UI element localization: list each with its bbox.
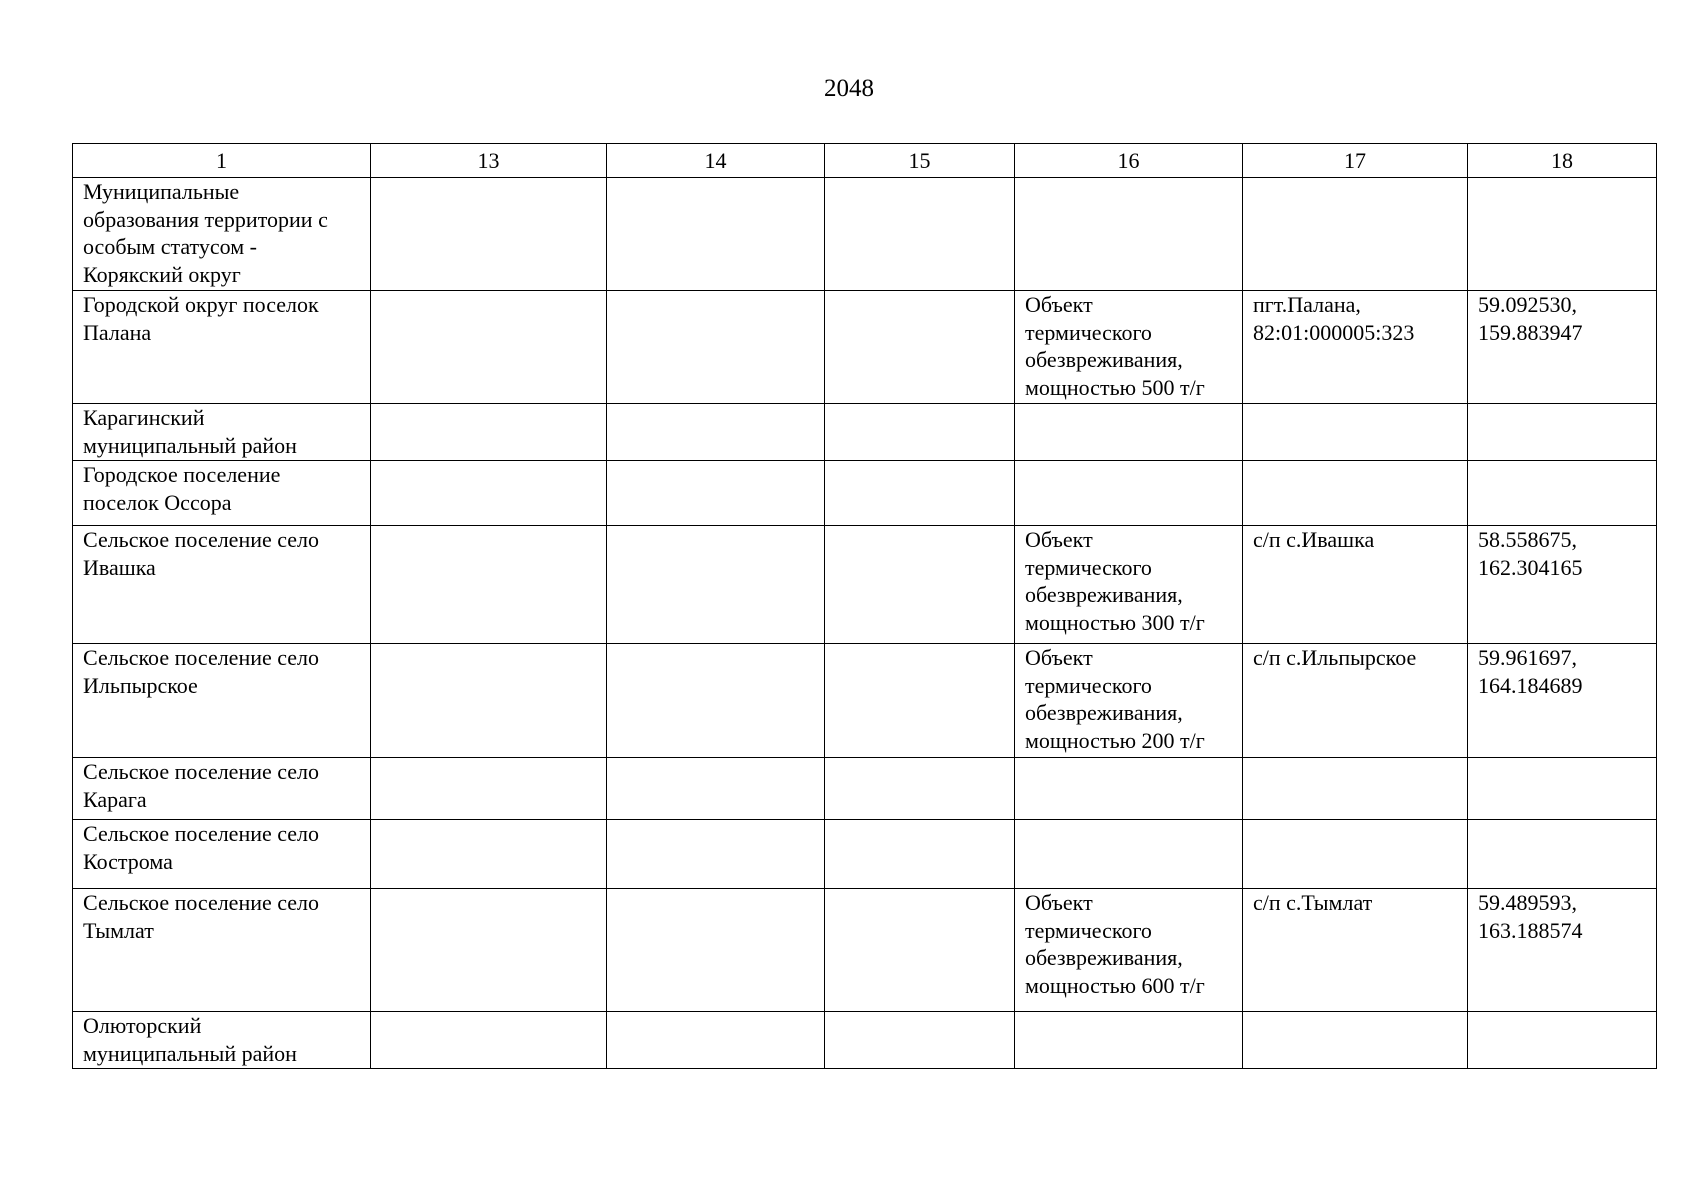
municipality-cell: Муниципальные образования территории с особым статусом - Корякский округ [73,178,371,291]
object-cell: Объект термического обезвреживания, мощностью 500 т/г [1015,291,1243,404]
municipality-cell: Городской округ поселок Палана [73,291,371,404]
municipality-cell: Сельское поселение село Кострома [73,820,371,889]
column-header: 18 [1468,144,1657,178]
object-cell: Объект термического обезвреживания, мощностью 600 т/г [1015,889,1243,1012]
object-cell [1015,404,1243,461]
empty-cell [371,644,607,758]
empty-cell [607,644,825,758]
location-cell [1243,1012,1468,1069]
empty-cell [371,526,607,644]
empty-cell [825,526,1015,644]
column-header: 14 [607,144,825,178]
municipality-cell: Сельское поселение село Тымлат [73,889,371,1012]
table-row [73,404,1657,461]
table-row [73,820,1657,889]
coordinates-cell: 58.558675, 162.304165 [1468,526,1657,644]
object-cell [1015,461,1243,526]
location-cell: с/п с.Ильпырское [1243,644,1468,758]
municipality-cell: Городское поселение поселок Оссора [73,461,371,526]
municipality-cell: Сельское поселение село Ивашка [73,526,371,644]
location-cell: пгт.Палана, 82:01:000005:323 [1243,291,1468,404]
location-cell [1243,820,1468,889]
table-row [73,1012,1657,1069]
empty-cell [371,758,607,820]
page-number: 2048 [824,75,874,102]
municipality-cell: Сельское поселение село Ильпырское [73,644,371,758]
empty-cell [371,889,607,1012]
table-row [73,178,1657,291]
coordinates-cell: 59.092530, 159.883947 [1468,291,1657,404]
empty-cell [607,404,825,461]
coordinates-cell [1468,820,1657,889]
empty-cell [825,1012,1015,1069]
column-header: 13 [371,144,607,178]
coordinates-cell [1468,1012,1657,1069]
object-cell [1015,758,1243,820]
table-row [73,758,1657,820]
empty-cell [607,758,825,820]
column-header: 1 [73,144,371,178]
location-cell [1243,461,1468,526]
empty-cell [825,889,1015,1012]
empty-cell [371,1012,607,1069]
object-cell [1015,820,1243,889]
empty-cell [607,291,825,404]
coordinates-cell: 59.489593, 163.188574 [1468,889,1657,1012]
empty-cell [371,178,607,291]
table-row [73,461,1657,526]
location-cell [1243,178,1468,291]
data-table [72,143,1657,1069]
empty-cell [607,461,825,526]
object-cell [1015,1012,1243,1069]
empty-cell [825,758,1015,820]
table-row [73,291,1657,404]
object-cell: Объект термического обезвреживания, мощностью 200 т/г [1015,644,1243,758]
municipality-cell: Олюторский муниципальный район [73,1012,371,1069]
table-header-row [73,144,1657,178]
empty-cell [825,178,1015,291]
table-row [73,889,1657,1012]
empty-cell [607,820,825,889]
object-cell [1015,178,1243,291]
location-cell: с/п с.Ивашка [1243,526,1468,644]
column-header: 17 [1243,144,1468,178]
empty-cell [371,820,607,889]
empty-cell [825,291,1015,404]
coordinates-cell [1468,758,1657,820]
empty-cell [825,644,1015,758]
coordinates-cell [1468,404,1657,461]
coordinates-cell [1468,461,1657,526]
empty-cell [371,404,607,461]
empty-cell [825,404,1015,461]
column-header: 16 [1015,144,1243,178]
empty-cell [607,526,825,644]
coordinates-cell: 59.961697, 164.184689 [1468,644,1657,758]
municipality-cell: Карагинский муниципальный район [73,404,371,461]
empty-cell [607,1012,825,1069]
location-cell [1243,404,1468,461]
municipality-cell: Сельское поселение село Карага [73,758,371,820]
empty-cell [607,889,825,1012]
coordinates-cell [1468,178,1657,291]
table-row [73,644,1657,758]
location-cell [1243,758,1468,820]
empty-cell [607,178,825,291]
empty-cell [371,461,607,526]
empty-cell [825,461,1015,526]
empty-cell [371,291,607,404]
table-row [73,526,1657,644]
column-header: 15 [825,144,1015,178]
empty-cell [825,820,1015,889]
location-cell: с/п с.Тымлат [1243,889,1468,1012]
object-cell: Объект термического обезвреживания, мощностью 300 т/г [1015,526,1243,644]
